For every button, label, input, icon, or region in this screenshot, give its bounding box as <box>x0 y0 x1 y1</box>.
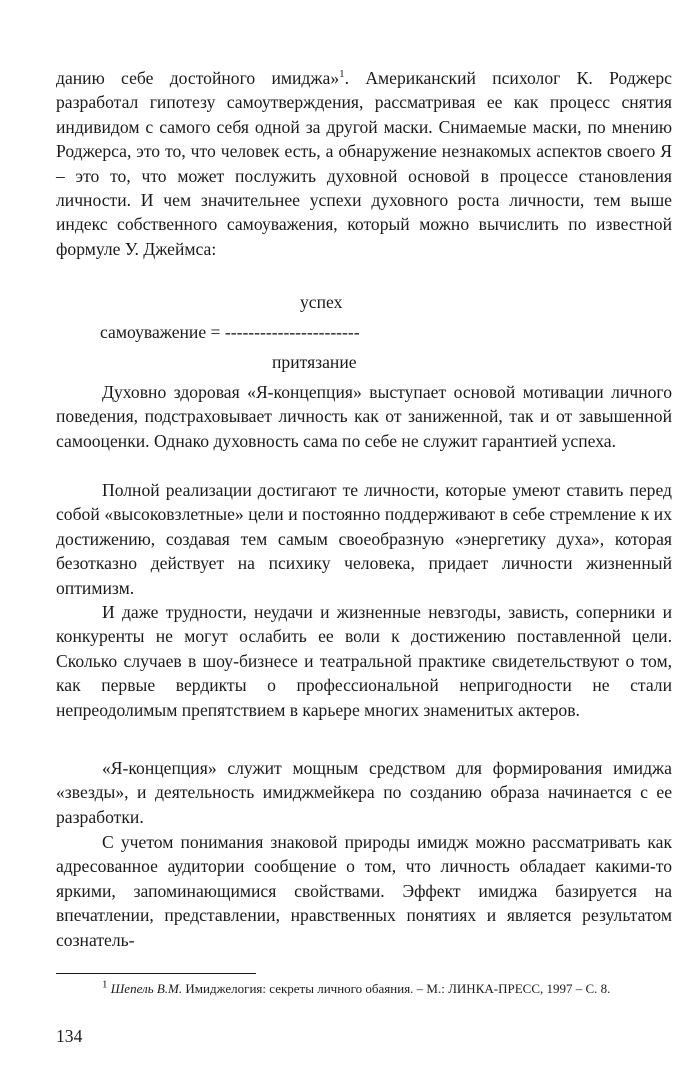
footnote-author: Шепель В.М. <box>110 981 183 996</box>
page-number: 134 <box>56 1026 83 1046</box>
paragraph-3: Полной реализации достигают те личности, которые умеют ставить перед собой «высоковзлетные» цели и постоянно поддерживают в себе стремление к их достижению, создавая тем самым своеобразную «энергетику духа», которая безотказно действует на психику человека, придает личности жизненный оптимизм. <box>56 480 672 598</box>
paragraph-2: Духовно здоровая «Я-концепция» выступает основой мотивации личного поведения, подстраховывает личность как от заниженной, так и от завышенной самооценки. Однако духовность сама по себе не служит гарантией успеха. <box>56 382 672 451</box>
formula-denominator: притязание <box>272 352 357 372</box>
body-paragraph-block-1 <box>56 380 672 453</box>
paragraph-1-start: данию себе достойного имиджа» <box>56 68 340 88</box>
footnote-text: Имиджелогия: секреты личного обаяния. – М.: ЛИНКА-ПРЕСС, 1997 – С. 8. <box>182 981 611 996</box>
body-paragraph-block-2 <box>56 478 672 600</box>
body-paragraph-block-5 <box>56 830 672 952</box>
formula-left-side: самоуважение = ----------------------- <box>100 322 360 342</box>
body-paragraph-block-4 <box>56 756 672 829</box>
footnote-divider <box>56 973 256 974</box>
paragraph-6: С учетом понимания знаковой природы имидж можно рассматривать как адресованное аудитории сообщение о том, что личность обладает какими-то яркими, запоминающимися свойствами. Эффект имиджа базируется на впечатлении, представлении, нравственных понятиях и является результатом сознатель- <box>56 832 672 950</box>
paragraph-1 <box>56 66 672 261</box>
paragraph-1-rest: . Американский психолог К. Роджерс разработал гипотезу самоутверждения, рассматривая ее как процесс снятия индивидом с самого себя одной за другой маски. Снимаемые маски, по мнению Роджерса, это то, что человек есть, а обнаружение незнакомых аспектов своего Я – это то, что может послужить духовной основой в процессе становления личности. И чем значительнее успехи духовного роста личности, тем выше индекс собственного самоуважения, который можно вычислить по известной формуле У. Джеймса: <box>56 68 672 259</box>
intro-paragraph-block <box>56 66 672 261</box>
paragraph-5: «Я-концепция» служит мощным средством для формирования имиджа «звезды», и деятельность имиджмейкера по созданию образа начинается с ее разработки. <box>56 758 672 827</box>
footnote-mark: 1 <box>102 978 108 991</box>
footnote-reference: 1 <box>339 68 345 81</box>
footnote <box>56 980 672 998</box>
paragraph-4: И даже трудности, неудачи и жизненные невзгоды, зависть, соперники и конкуренты не могут ослабить ее воли к достижению поставленной цели. Сколько случаев в шоу-бизнесе и театральной практике свидетельствуют о том, как первые вердикты о профессиональной непригодности не стали непреодолимым препятствием в карьере многих знаменитых актеров. <box>56 602 672 720</box>
formula-numerator: успех <box>300 292 343 312</box>
body-paragraph-block-3 <box>56 600 672 722</box>
